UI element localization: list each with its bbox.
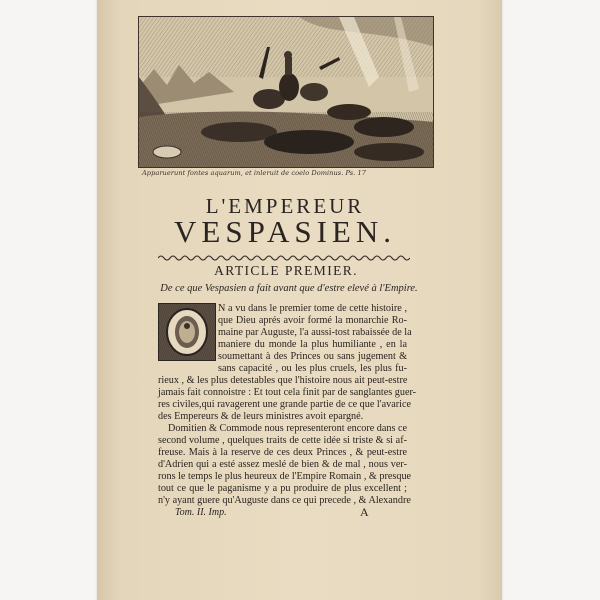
title-line-2: VESPASIEN. xyxy=(174,214,396,249)
engraving-caption: Apparuerunt fontes aquarum, et inleruit de coelo Dominus. Ps. 17 xyxy=(142,169,367,177)
article-subtitle: De ce que Vespasien a fait avant que d'estre elevé à l'Empire. xyxy=(160,283,418,294)
body-line: maniere du monde la plus humiliante , en la xyxy=(218,339,407,350)
signature-letter: A xyxy=(360,505,369,519)
body-line: freuse. Mais à la reserve de ces deux Princes , & peut-estre xyxy=(158,447,407,458)
engraving-illustration xyxy=(138,16,434,168)
title-line-1: L'EMPEREUR xyxy=(205,194,365,218)
ornamental-drop-cap xyxy=(158,303,216,361)
body-line: n'y ayant guere qu'Auguste dans ce qui precede , & Alexandre xyxy=(158,495,411,506)
body-line: Domitien & Commode nous representeront encore dans ce xyxy=(168,423,408,434)
body-line: soumettant à des Princes ou sans jugement & xyxy=(218,351,407,362)
body-line: sans capacité , ou les plus cruels, les plus fu- xyxy=(218,363,407,374)
body-line: N a vu dans le premier tome de cette histoire , xyxy=(218,303,407,314)
body-line: maine par Auguste, l'a aussi-tost rabaissée de la xyxy=(218,327,412,338)
signature-mark: Tom. II. Imp. xyxy=(175,507,227,518)
decorative-rule xyxy=(158,254,410,262)
body-line: second volume , quelques traits de cette idée si triste & si af- xyxy=(158,435,407,446)
body-line: tout ce que le paganisme y a pu produire de plus excellent ; xyxy=(158,483,407,494)
body-line: res civiles,qui ravagerent une grande partie de ce que l'avarice xyxy=(158,399,411,410)
body-line: rieux , & les plus detestables que l'histoire nous ait peut-estre xyxy=(158,375,408,386)
body-line: des Empereurs & de leurs ministres avoit epargné. xyxy=(158,411,364,422)
body-line: d'Adrien qui a esté assez meslé de bien & de mal , nous ver- xyxy=(158,459,407,470)
body-line: que Dieu aprés avoir formé la monarchie Ro- xyxy=(218,315,407,326)
body-line: jamais fait connoistre : Et tout cela finit par de sanglantes guer- xyxy=(158,387,417,398)
article-heading: ARTICLE PREMIER. xyxy=(214,263,358,278)
body-line: rons le temps le plus heureux de l'Empire Romain , & presque xyxy=(158,471,412,482)
